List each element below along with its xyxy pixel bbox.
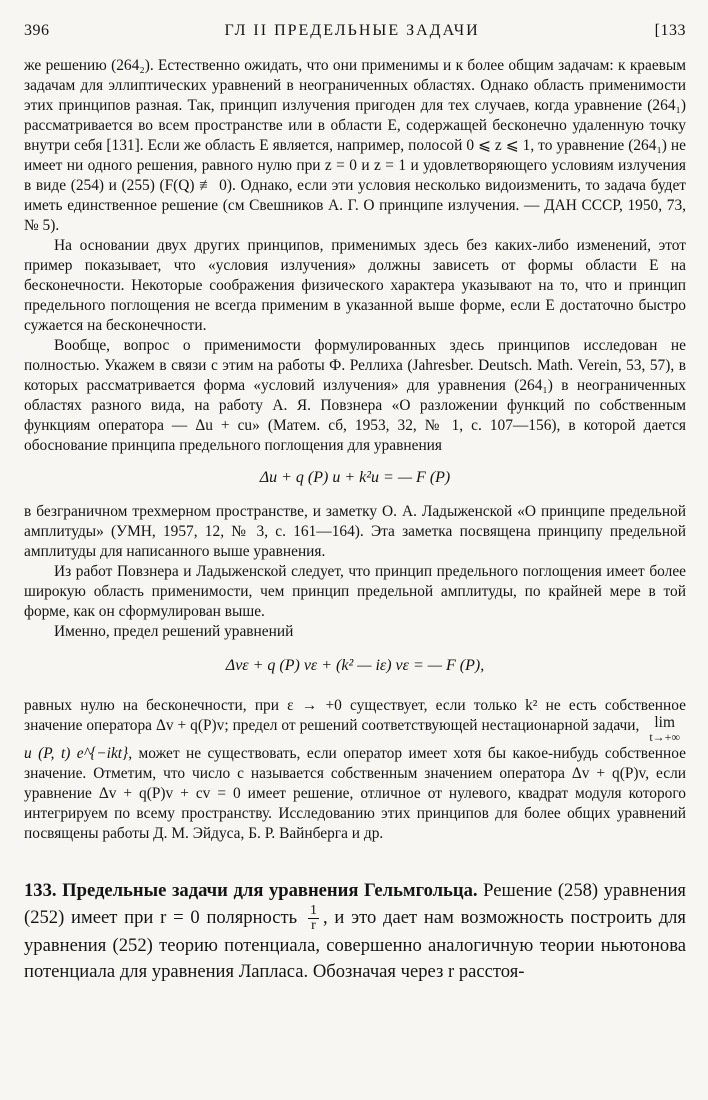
limit-expression <box>649 716 680 744</box>
limit-argument: u (P, t) e^{−ikt}, <box>24 745 133 762</box>
paragraph-7 <box>24 696 686 844</box>
paragraph-7-part-a: равных нулю на бесконечности, при ε → +0 существует, если только k² не есть собственное значение оператора Δv + q(P)v; предел от решений соответствующей нестационарной задачи, <box>24 697 686 734</box>
paragraph-3: Вообще, вопрос о применимости формулированных здесь принципов исследован не полностью. Укажем в связи с этим на работы Ф. Реллиха (Jahresber. Deutsch. Math. Verein, 53, 57), в которых рассматривается форма «условий излучения» для уравнения (264₁) в неограниченных областях разного вида, на работу А. Я. Повзнера «О разложении функций по собственным функциям оператора — Δu + cu» (Матем. сб, 1953, 32, № 1, с. 107—156), в которой дается обоснование принципа предельного поглощения для уравнения <box>24 337 686 454</box>
limit-word: lim <box>654 714 675 731</box>
paragraph-4: в безграничном трехмерном пространстве, и заметку О. А. Ладыженской «О принципе предельной амплитуды» (УМН, 1957, 12, № 3, с. 161—164). Эта заметка посвящена принципу предельной амплитуды для написанного выше уравнения. <box>24 503 686 560</box>
running-header <box>24 22 686 40</box>
section-133 <box>24 878 686 985</box>
paragraph-5: Из работ Повзнера и Ладыженской следует, что принцип предельного поглощения имеет более широкую область применимости, чем принцип предельной амплитуды, по крайней мере в той форме, как он сформулирован выше. <box>24 563 686 620</box>
equation-limit-absorption: Δvε + q (P) vε + (k² — iε) vε = — F (P), <box>225 657 485 674</box>
section-text-a: Решение (258) уравнения (252) имеет при r = 0 полярность <box>24 880 686 928</box>
paragraph-6: Именно, предел решений уравнений <box>54 623 294 640</box>
chapter-title: ГЛ II ПРЕДЕЛЬНЫЕ ЗАДАЧИ <box>224 22 480 39</box>
fraction-numerator: 1 <box>309 903 317 918</box>
paragraph-2: На основании двух других принципов, применимых здесь без каких-либо изменений, этот пример показывает, что «условия излучения» должны зависеть от формы области E на бесконечности. Некоторые соображения физического характера указывают на то, что и принцип предельного поглощения не всегда применим в указанной выше форме, если E достаточно быстро сужается на бесконечности. <box>24 237 686 334</box>
equation-helmholtz-potential: Δu + q (P) u + k²u = — F (P) <box>259 469 451 486</box>
paragraph-7-part-b: может не существовать, если оператор имеет хотя бы какое-нибудь собственное значение. Отметим, что число c называется собственным значением оператора Δv + q(P)v, если уравнение Δv + q(P)v + cv = 0 имеет решение, отличное от нулевого, квадрат модуля которого интегрируем по всему пространству. Исследованию этих принципов для более общих уравнений посвящены работы Д. М. Эйдуса, Б. Р. Вайнберга и др. <box>24 745 686 842</box>
section-reference: [133 <box>654 22 686 39</box>
fraction-denominator: r <box>311 918 316 933</box>
paragraph-1: же решению (264₂). Естественно ожидать, что они применимы и к более общим задачам: к краевым задачам для эллиптических уравнений в неограниченных областях. Однако область применимости этих принципов разная. Так, принцип излучения пригоден для тех случаев, когда уравнение (264₁) рассматривается во всем пространстве или в области E, содержащей бесконечно удаленную точку внутри себя [131]. Если же область E является, например, полосой 0 ⩽ z ⩽ 1, то уравнение (264₁) не имеет ни одного решения, равного нулю при z = 0 и z = 1 и удовлетворяющего условиям излучения в виде (254) и (255) (F(Q) ≢ 0). Однако, если эти условия несколько видоизменить, то задача будет иметь единственное решение (см Свешников А. Г. О принципе излучения. — ДАН СССР, 1950, 73, № 5). <box>24 57 686 234</box>
fraction-one-over-r <box>308 904 319 933</box>
page-number: 396 <box>24 22 50 39</box>
section-text-b: , и это дает нам возможность построить для уравнения (252) теорию потенциала, совершенно аналогичную теории ньютонова потенциала для уравнения Лапласа. Обозначая через r расстоя- <box>24 906 686 982</box>
limit-subscript: t→+∞ <box>649 730 680 744</box>
section-heading: 133. Предельные задачи для уравнения Гельмгольца. <box>24 880 478 901</box>
